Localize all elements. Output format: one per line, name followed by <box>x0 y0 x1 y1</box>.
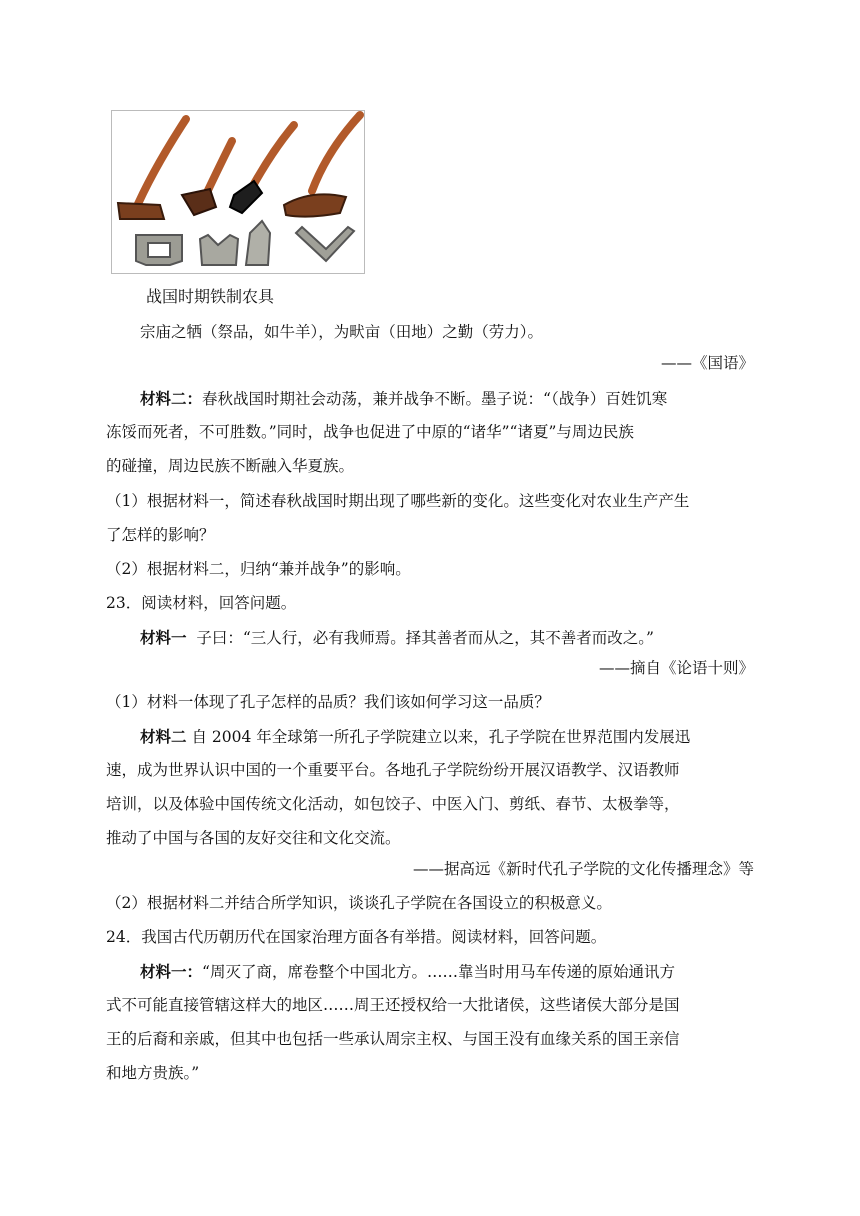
q24-title: 24．我国古代历朝历代在国家治理方面各有举措。阅读材料，回答问题。 <box>106 928 607 946</box>
q24-material1-line3: 王的后裔和亲戚，但其中也包括一些承认周宗主权、与国王没有血缘关系的国王亲信 <box>106 1030 680 1048</box>
q24-m1-label: 材料一： <box>140 962 203 981</box>
q23-m2-source: ——据高远《新时代孔子学院的文化传播理念》等 <box>412 860 754 878</box>
q24-material1-line4: 和地方贵族。” <box>106 1064 200 1082</box>
q23-title: 23．阅读材料，回答问题。 <box>106 594 297 612</box>
material2-line1: 材料二：春秋战国时期社会动荡，兼并战争不断。墨子说：“（战争）百姓饥寒 <box>140 389 668 408</box>
q23-2: （2）根据材料二并结合所学知识，谈谈孔子学院在各国设立的积极意义。 <box>106 894 612 912</box>
q23-m1-label: 材料一 <box>140 628 187 647</box>
guoyu-source: ——《国语》 <box>660 354 754 372</box>
q22-2: （2）根据材料二，归纳“兼并战争”的影响。 <box>106 560 411 578</box>
iron-tools-image <box>111 110 365 274</box>
farm-tools-illustration <box>112 111 364 273</box>
material2-label: 材料二： <box>140 389 203 408</box>
q23-material1: 材料一 子曰：“三人行，必有我师焉。择其善者而从之，其不善者而改之。” <box>140 628 654 647</box>
q23-m2-label: 材料二 <box>140 727 187 746</box>
q23-1: （1）材料一体现了孔子怎样的品质？我们该如何学习这一品质？ <box>106 693 550 711</box>
guoyu-quote: 宗庙之牺（祭品，如牛羊），为畎亩（田地）之勤（劳力）。 <box>140 323 544 341</box>
q24-material1-line1: 材料一：“周灭了商，席卷整个中国北方。……靠当时用马车传递的原始通讯方 <box>140 962 675 981</box>
figure-caption: 战国时期铁制农具 <box>146 287 275 306</box>
q23-m1-source: ——摘自《论语十则》 <box>598 659 754 677</box>
q24-material1-line2: 式不可能直接管辖这样大的地区……周王还授权给一大批诸侯，这些诸侯大部分是国 <box>106 996 680 1014</box>
q23-material2-line4: 推动了中国与各国的友好交往和文化交流。 <box>106 829 401 847</box>
q23-material2-line3: 培训，以及体验中国传统文化活动，如包饺子、中医入门、剪纸、春节、太极拳等， <box>106 795 680 813</box>
q22-1-line2: 了怎样的影响？ <box>106 526 215 544</box>
q23-material2-line2: 速，成为世界认识中国的一个重要平台。各地孔子学院纷纷开展汉语教学、汉语教师 <box>106 761 680 779</box>
material2-line3: 的碰撞，周边民族不断融入华夏族。 <box>106 457 355 475</box>
q22-1-line1: （1）根据材料一，简述春秋战国时期出现了哪些新的变化。这些变化对农业生产产生 <box>106 492 690 510</box>
material2-line2: 冻馁而死者，不可胜数。”同时，战争也促进了中原的“诸华”“诸夏”与周边民族 <box>106 423 634 441</box>
q23-material2-line1: 材料二 自 2004 年全球第一所孔子学院建立以来，孔子学院在世界范围内发展迅 <box>140 727 691 746</box>
